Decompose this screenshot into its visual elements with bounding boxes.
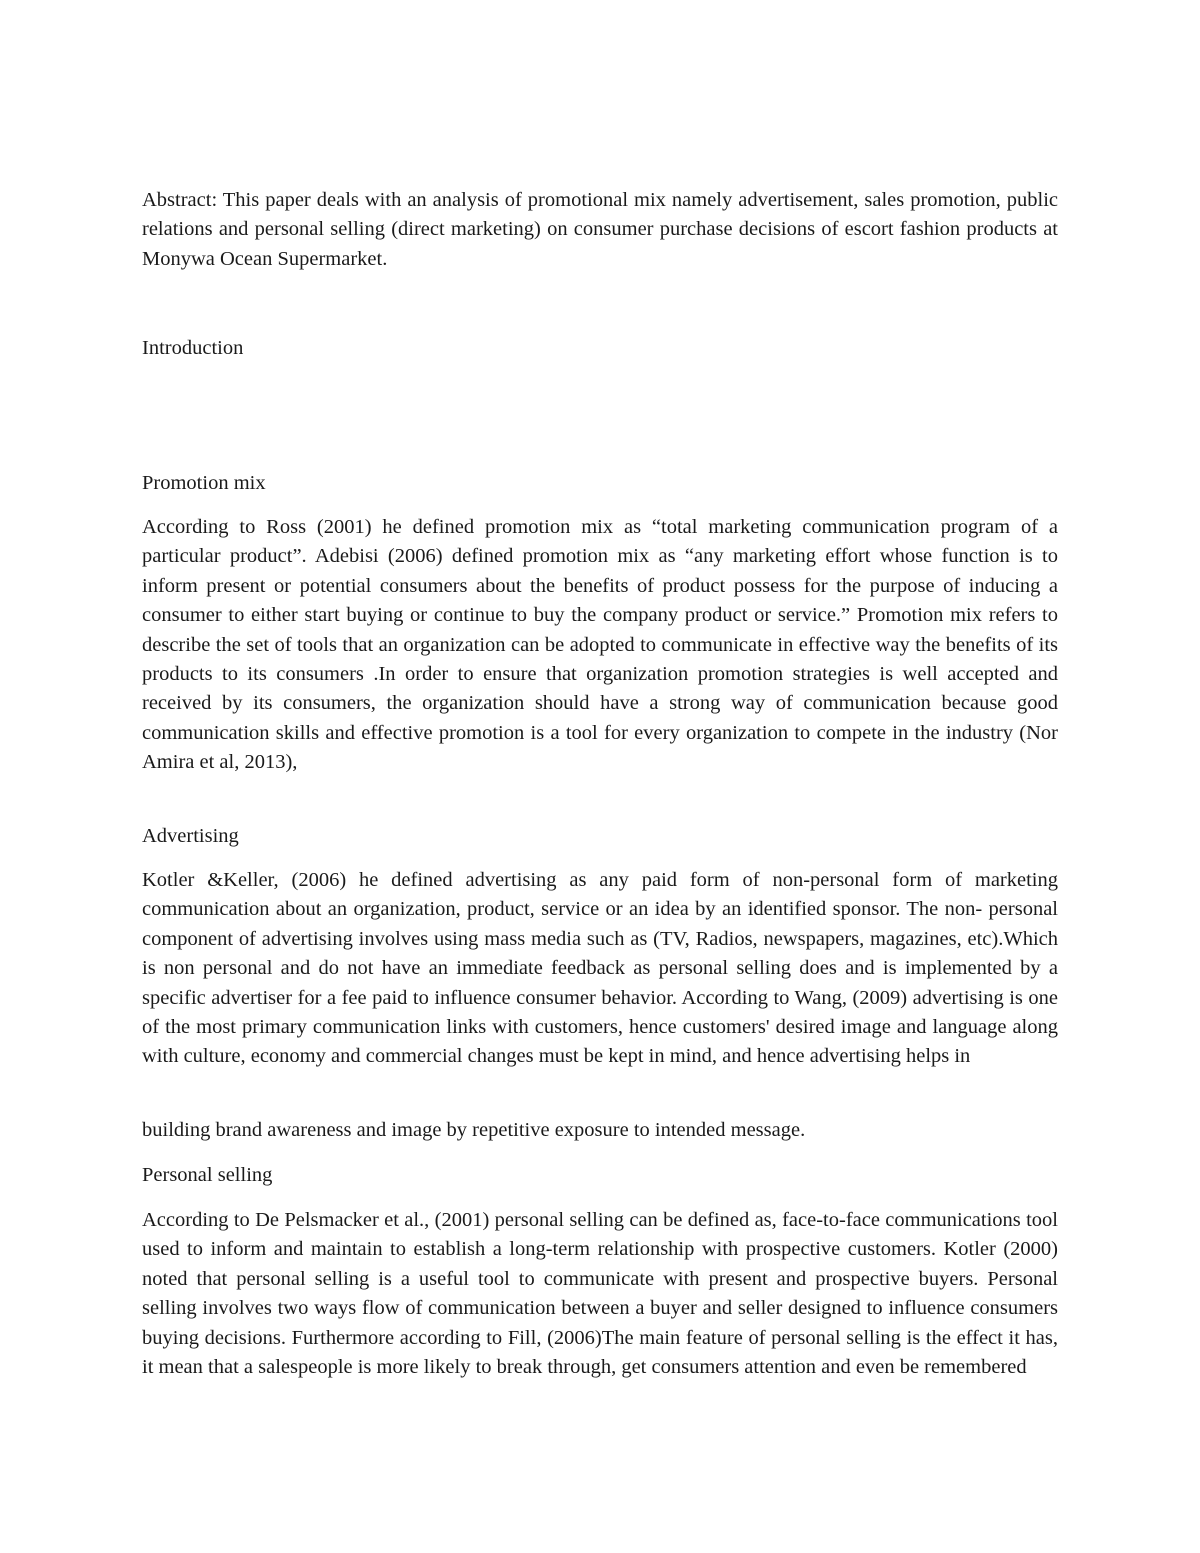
advertising-paragraph-continued: building brand awareness and image by repetitive exposure to intended message. — [142, 1119, 806, 1141]
abstract-paragraph: Abstract: This paper deals with an analysis of promotional mix namely advertisement, sales promotion, public relations and personal selling (direct marketing) on consumer purchase decisions of escort fashion products at Monywa Ocean Supermarket. — [142, 189, 1058, 270]
advertising-paragraph: Kotler &Keller, (2006) he defined advertising as any paid form of non-personal form of marketing communication about an organization, product, service or an idea by an identified sponsor. The non- personal component of advertising involves using mass media such as (TV, Radios, newspapers, magazines, etc).Which is non personal and do not have an immediate feedback as personal selling does and is implemented by a specific advertiser for a fee paid to influence consumer behavior. According to Wang, (2009) advertising is one of the most primary communication links with customers, hence customers' desired image and language along with culture, economy and commercial changes must be kept in mind, and hence advertising helps in — [142, 869, 1058, 1068]
promotion-mix-paragraph: According to Ross (2001) he defined promotion mix as “total marketing communication program of a particular product”. Adebisi (2006) defined promotion mix as “any marketing effort whose function is to inform present or potential consumers about the benefits of product possess for the purpose of inducing a consumer to either start buying or continue to buy the company product or service.” Promotion mix refers to describe the set of tools that an organization can be adopted to communicate in effective way the benefits of its products to its consumers .In order to ensure that organization promotion strategies is well accepted and received by its consumers, the organization should have a strong way of communication because good communication skills and effective promotion is a tool for every organization to compete in the industry (Nor Amira et al, 2013), — [142, 516, 1058, 774]
heading-advertising: Advertising — [142, 825, 239, 847]
heading-promotion-mix: Promotion mix — [142, 472, 266, 494]
personal-selling-paragraph: According to De Pelsmacker et al., (2001) personal selling can be defined as, face-to-face communications tool used to inform and maintain to establish a long-term relationship with prospective customers. Kotler (2000) noted that personal selling is a useful tool to communicate with present and prospective buyers. Personal selling involves two ways flow of communication between a buyer and seller designed to influence consumers buying decisions. Furthermore according to Fill, (2006)The main feature of personal selling is the effect it has, it mean that a salespeople is more likely to break through, get consumers attention and even be remembered — [142, 1209, 1058, 1379]
heading-personal-selling: Personal selling — [142, 1164, 273, 1186]
heading-introduction: Introduction — [142, 337, 244, 359]
